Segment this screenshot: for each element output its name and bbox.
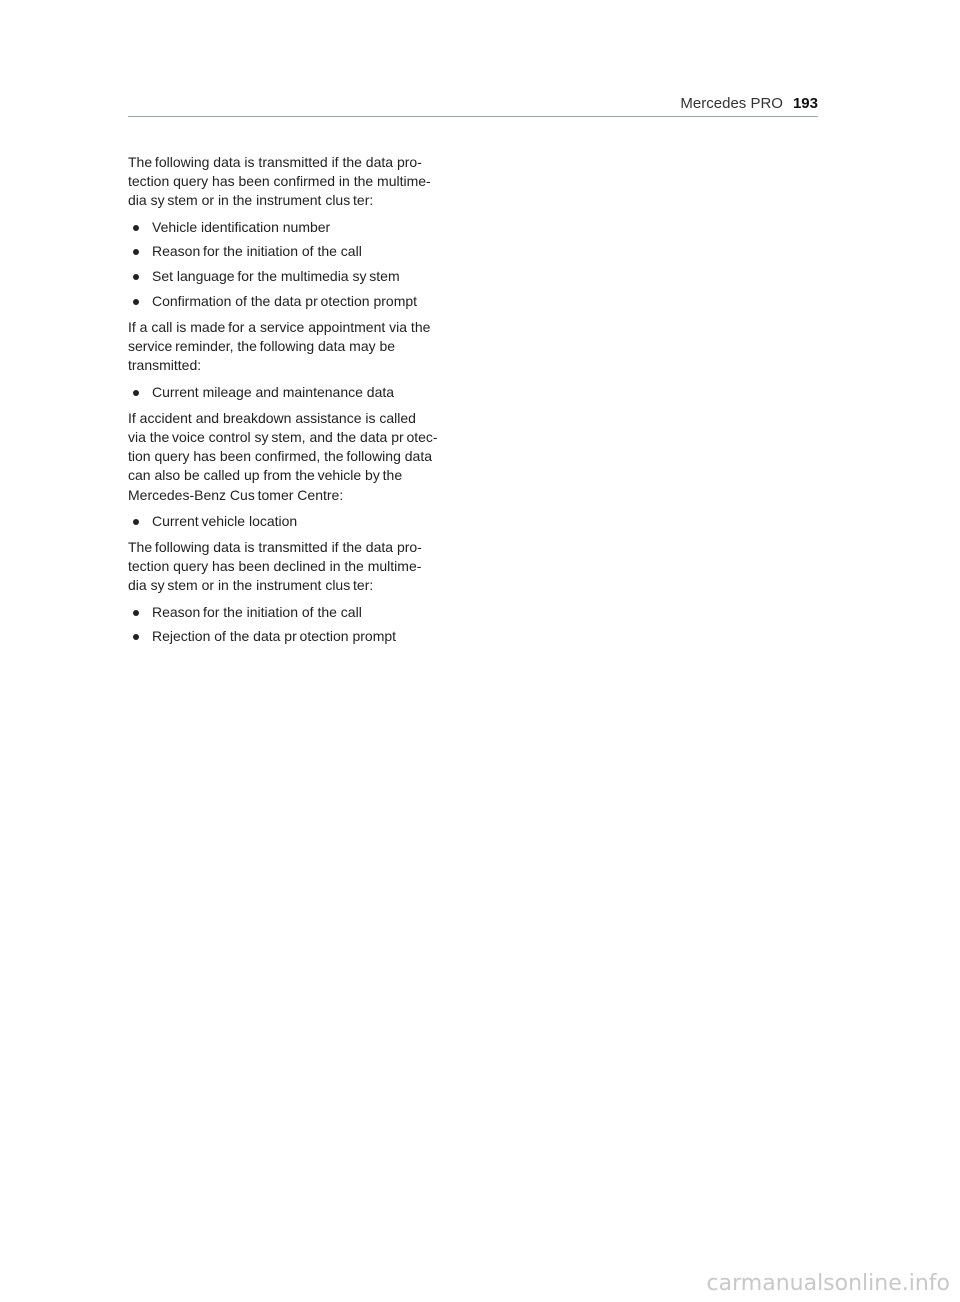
bullet-icon [133, 390, 139, 396]
text-line: tection query has been confirmed in the multime‐ [128, 173, 431, 190]
header-text [680, 94, 818, 114]
text-line: If accident and breakdown assistance is called [128, 409, 416, 426]
page-header [128, 94, 818, 118]
list-service-reminder [128, 383, 473, 402]
text-line: tection query has been declined in the multime‐ [128, 558, 422, 575]
page-content [128, 153, 473, 653]
list-item-text: Current mileage and maintenance data [152, 383, 395, 400]
list-item [128, 627, 473, 646]
text-line: tion query has been confirmed, the following data [128, 448, 432, 465]
text-line: The following data is transmitted if the data pro‐ [128, 154, 422, 170]
bullet-icon [133, 274, 139, 280]
text-line: dia sy stem or in the instrument clus ter: [128, 577, 374, 594]
list-item [128, 292, 473, 311]
list-item-text: Vehicle identification number [152, 218, 331, 235]
list-breakdown-assistance [128, 512, 473, 531]
header-rule [128, 116, 818, 117]
text-line: The following data is transmitted if the data pro‐ [128, 538, 422, 555]
bullet-icon [133, 299, 139, 305]
list-declined-data [128, 603, 473, 647]
list-item-text: Current vehicle location [152, 512, 298, 529]
bullet-icon [133, 634, 139, 640]
page-number: 193 [792, 95, 818, 112]
paragraph-confirmed-data [128, 153, 473, 211]
text-line: can also be called up from the vehicle by the [128, 467, 403, 484]
text-line: service reminder, the following data may be [128, 338, 396, 355]
text-line: dia sy stem or in the instrument clus ter: [128, 192, 374, 209]
text-line: Mercedes-Benz Cus tomer Centre: [128, 486, 344, 503]
bullet-icon [133, 249, 139, 255]
list-item-text: Reason for the initiation of the call [152, 243, 362, 260]
paragraph-declined-data [128, 538, 473, 596]
bullet-icon [133, 519, 139, 525]
list-item-text: Reason for the initiation of the call [152, 603, 362, 620]
paragraph-service-reminder [128, 318, 473, 376]
list-item-text: Rejection of the data pr otection prompt [152, 628, 397, 645]
list-item [128, 267, 473, 286]
list-item-text: Set language for the multimedia sy stem [152, 268, 400, 285]
bullet-icon [133, 225, 139, 231]
list-item [128, 512, 473, 531]
bullet-icon [133, 610, 139, 616]
text-line: If a call is made for a service appointment via the [128, 318, 431, 335]
section-title: Mercedes PRO [680, 95, 783, 112]
list-item-text: Confirmation of the data pr otection prompt [152, 292, 418, 309]
text-line: via the voice control sy stem, and the data pr otec‐ [128, 428, 438, 445]
watermark: carmanualsonline.info [706, 1271, 950, 1296]
list-item [128, 383, 473, 402]
text-line: transmitted: [128, 357, 202, 374]
list-item [128, 242, 473, 261]
list-confirmed-data [128, 218, 473, 311]
paragraph-breakdown-assistance [128, 409, 473, 505]
list-item [128, 603, 473, 622]
list-item [128, 218, 473, 237]
